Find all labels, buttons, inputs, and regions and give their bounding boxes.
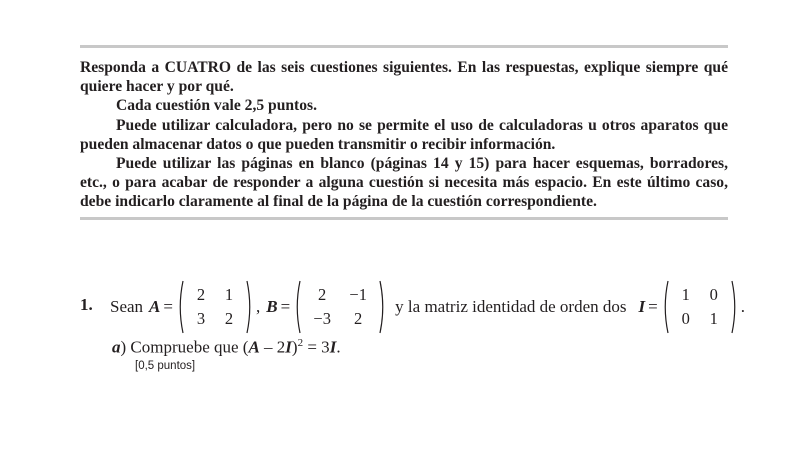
instructions-paragraph-2: Cada cuestión vale 2,5 puntos. bbox=[116, 97, 318, 115]
matrix-a-name: A bbox=[149, 297, 161, 316]
question-middle-text: y la matriz identidad de orden dos bbox=[395, 297, 627, 316]
comma: , bbox=[255, 297, 261, 316]
expr-i: I bbox=[285, 337, 292, 357]
matrix-b bbox=[294, 280, 386, 334]
matrix-a-cell: 2 bbox=[224, 309, 234, 328]
left-paren-icon bbox=[662, 280, 669, 334]
matrix-identity bbox=[662, 280, 738, 334]
statement-end: . bbox=[740, 297, 745, 316]
question-statement bbox=[110, 282, 745, 332]
expr-i-rhs: I bbox=[329, 337, 337, 357]
expr-a: A bbox=[248, 337, 260, 357]
right-paren-icon bbox=[731, 280, 738, 334]
matrix-i-equals: = bbox=[648, 297, 658, 316]
bottom-divider bbox=[80, 217, 728, 220]
exam-instructions bbox=[80, 58, 728, 212]
matrix-b-cell: 2 bbox=[354, 309, 363, 328]
matrix-b-cell: −1 bbox=[349, 285, 367, 304]
instructions-paragraph-1: Responda a CUATRO de las seis cuestiones siguientes. En las respuestas, explique siempre qué quiere hacer y por qué. bbox=[80, 59, 728, 96]
expr-end: . bbox=[336, 337, 341, 357]
right-paren-icon bbox=[379, 280, 386, 334]
part-a-points: [0,5 puntos] bbox=[135, 360, 196, 372]
right-paren-icon bbox=[246, 280, 253, 334]
instructions-paragraph-3: Puede utilizar calculadora, pero no se permite el uso de calculadoras u otros aparatos que pueden almacenar datos o que pueden transmitir o recibir información. bbox=[80, 116, 728, 153]
part-a-paren: ) bbox=[120, 337, 127, 357]
expr-eq: = 3 bbox=[303, 337, 330, 357]
question-number: 1. bbox=[80, 295, 93, 314]
matrix-a bbox=[177, 280, 253, 334]
left-paren-icon bbox=[177, 280, 184, 334]
matrix-b-equals: = bbox=[280, 297, 291, 316]
part-a bbox=[112, 337, 341, 358]
matrix-a-cell: 2 bbox=[196, 285, 206, 304]
matrix-i-cell: 1 bbox=[681, 285, 690, 304]
instructions-paragraph-4: Puede utilizar las páginas en blanco (páginas 14 y 15) para hacer esquemas, borradores, etc., o para acabar de responder a alguna cuestión si necesita más espacio. En este último caso, debe indicarlo claramente al final de la página de la cuestión correspondiente. bbox=[80, 155, 728, 211]
question-intro: Sean bbox=[110, 297, 144, 316]
matrix-i-name: I bbox=[638, 297, 646, 316]
expr-close: ) bbox=[291, 337, 298, 357]
matrix-i-cell: 0 bbox=[681, 309, 690, 328]
left-paren-icon bbox=[294, 280, 301, 334]
matrix-b-name: B bbox=[266, 297, 278, 316]
part-a-letter: a bbox=[112, 337, 121, 357]
expr-mid: – 2 bbox=[259, 337, 286, 357]
matrix-i-cell: 0 bbox=[709, 285, 718, 304]
question-1 bbox=[80, 282, 745, 332]
matrix-b-cell: −3 bbox=[313, 309, 331, 328]
matrix-a-equals: = bbox=[163, 297, 173, 316]
matrix-b-cell: 2 bbox=[318, 285, 327, 304]
part-a-text: Compruebe que ( bbox=[130, 337, 249, 357]
matrix-a-cell: 1 bbox=[224, 285, 234, 304]
matrix-i-cell: 1 bbox=[709, 309, 718, 328]
expr-exponent: 2 bbox=[297, 337, 304, 349]
top-divider bbox=[80, 45, 728, 48]
matrix-a-cell: 3 bbox=[196, 309, 206, 328]
